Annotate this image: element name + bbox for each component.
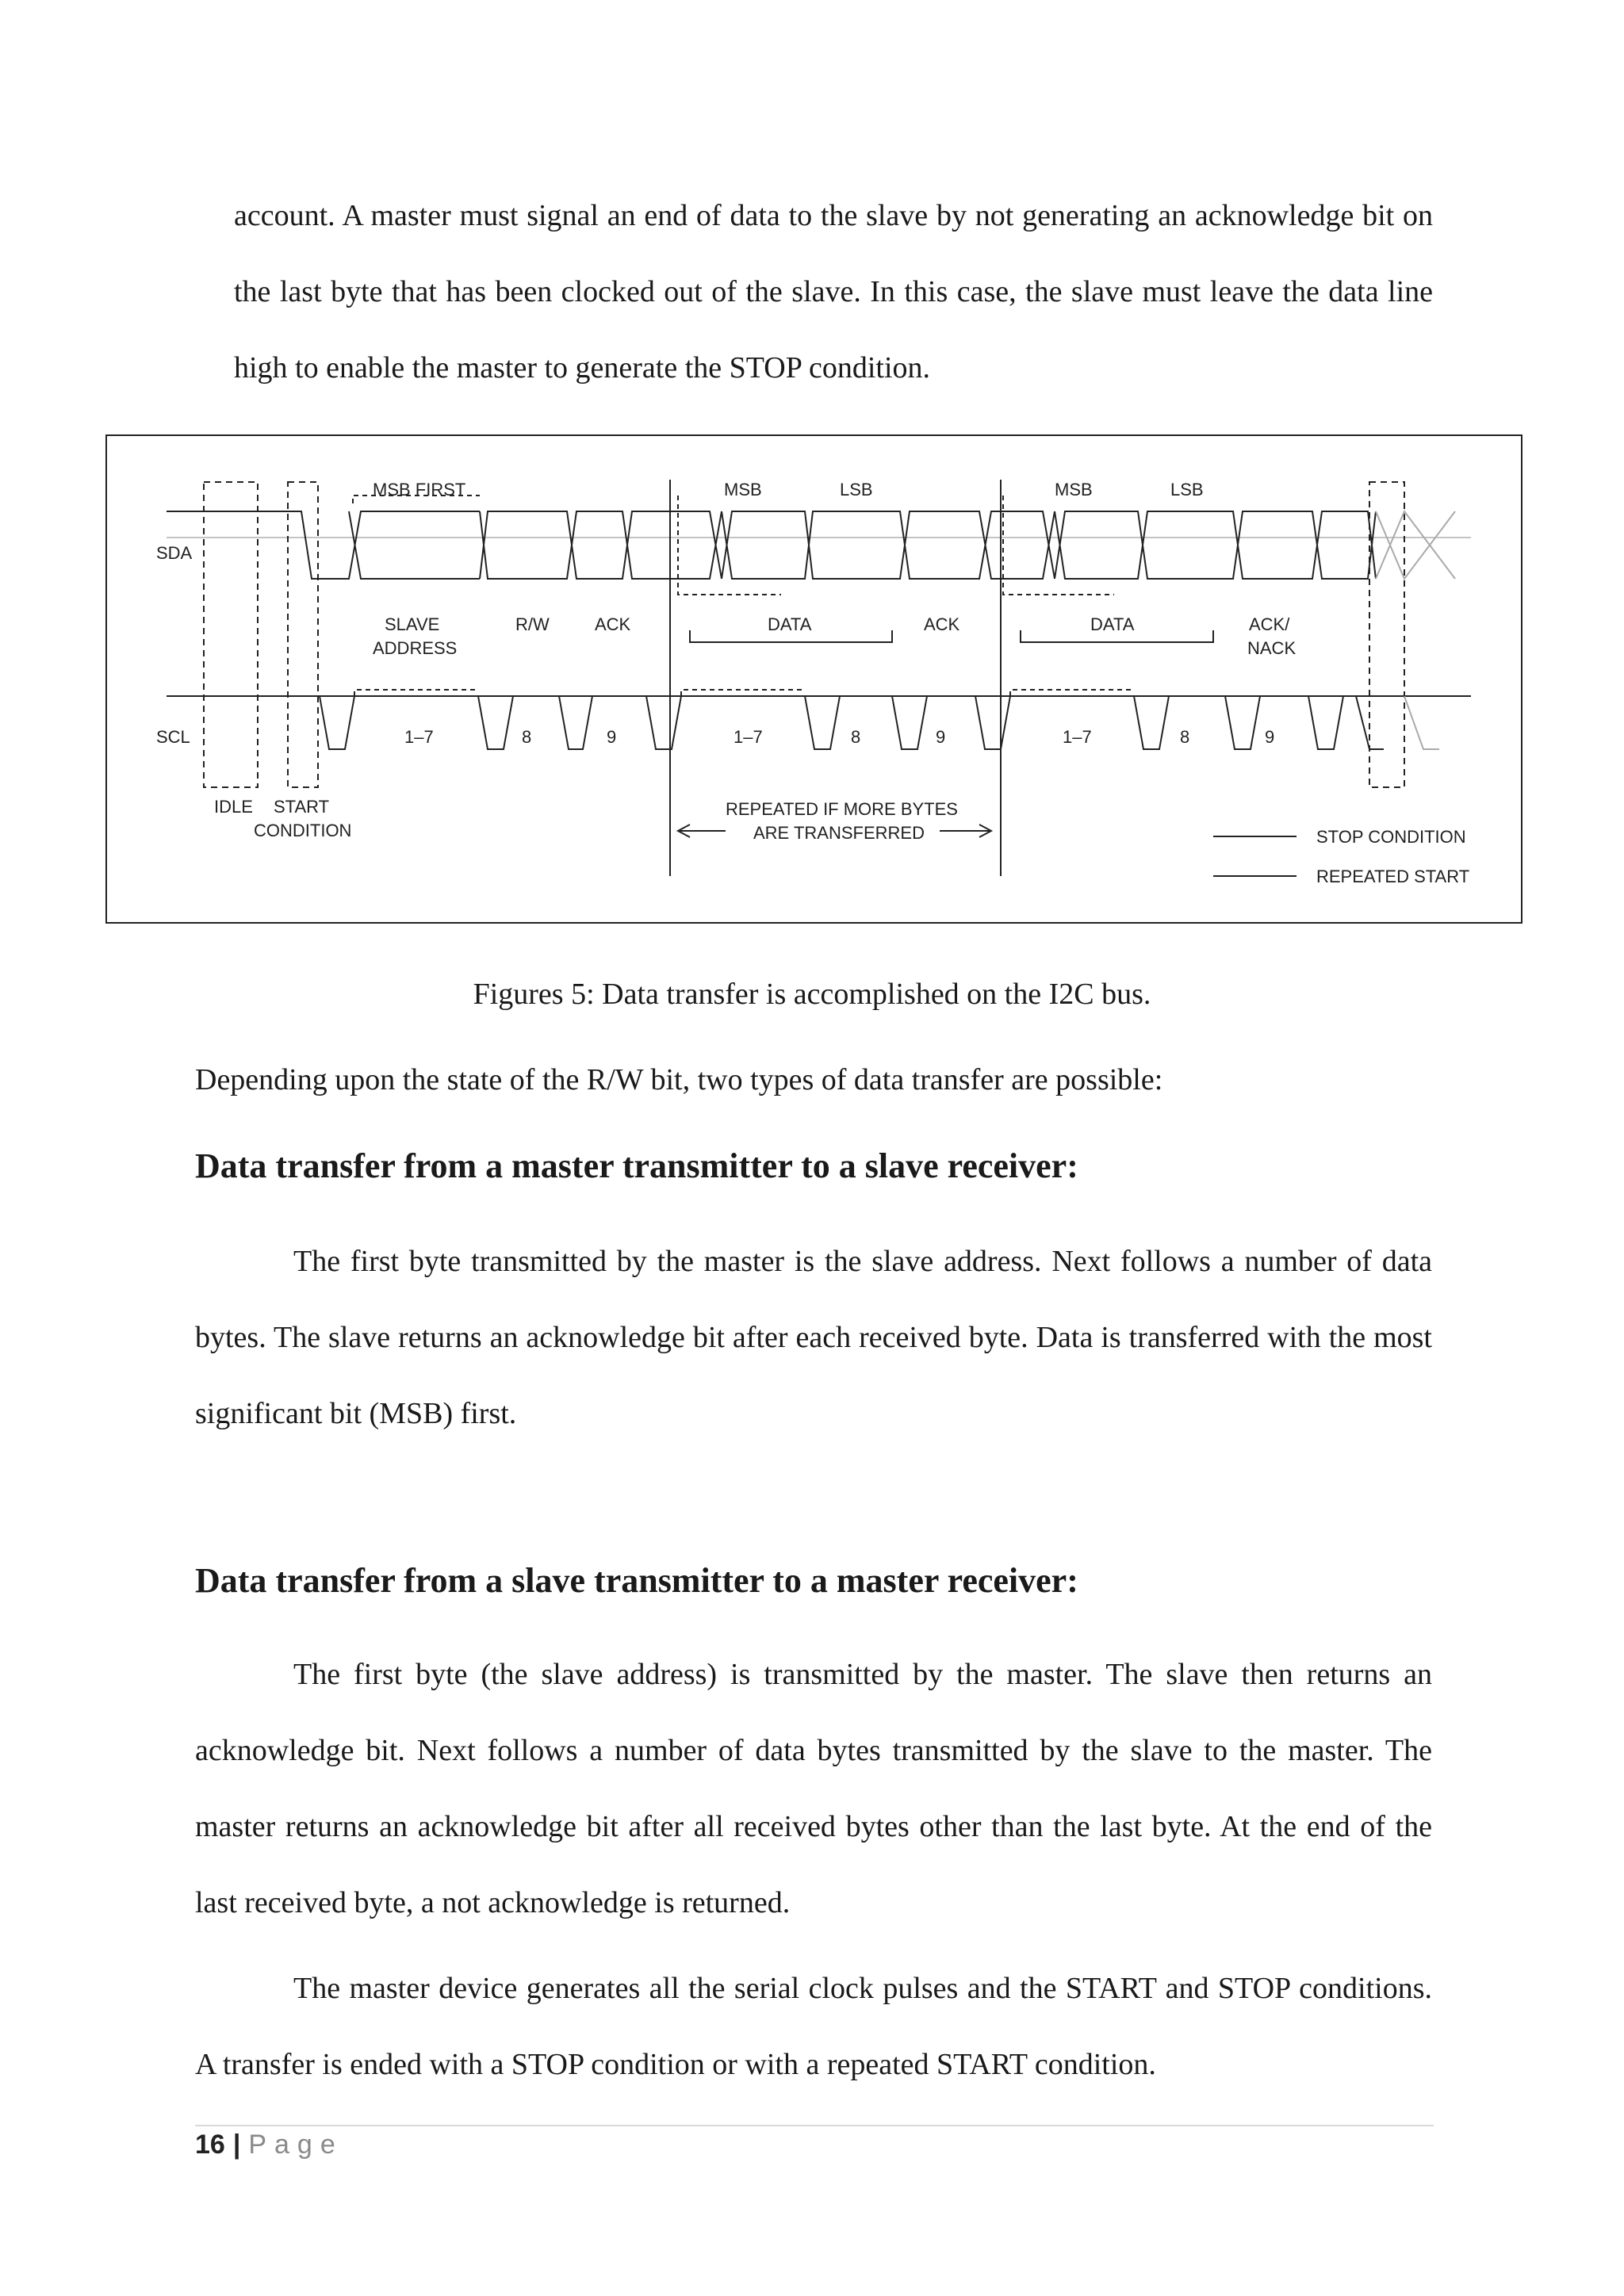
label-idle: IDLE: [214, 797, 253, 817]
intro-sentence: Depending upon the state of the R/W bit, two types of data transfer are possible:: [195, 1063, 1163, 1096]
label-data-1: DATA: [768, 614, 812, 634]
label-msb-1: MSB: [724, 480, 762, 499]
footer-divider: [195, 2125, 1434, 2126]
label-ack-nack-1: ACK/: [1249, 614, 1290, 634]
label-bit-8-a: 8: [522, 727, 532, 747]
label-address: ADDRESS: [373, 638, 458, 658]
label-msb-first: MSB FIRST: [373, 480, 466, 499]
section2-body-1: The first byte (the slave address) is transmitted by the master. The slave then returns an acknowledge bit. Next follows a number of data bytes transmitted by the slave to the master. The master returns an acknowledge bit after all received bytes other than the last byte. At the end of the last received byte, a not acknowledge is returned.: [195, 1658, 1432, 1919]
label-rw: R/W: [515, 614, 550, 634]
section1-body: The first byte transmitted by the master is the slave address. Next follows a number of data bytes. The slave returns an acknowledge bit after each received byte. Data is transferred with the most significant bit (MSB) first.: [195, 1245, 1432, 1430]
section1-heading: Data transfer from a master transmitter to a slave receiver:: [195, 1146, 1078, 1185]
label-data-2: DATA: [1090, 614, 1135, 634]
i2c-timing-figure: [105, 434, 1522, 924]
label-bits-1-7-c: 1–7: [1063, 727, 1092, 747]
label-msb-2: MSB: [1055, 480, 1093, 499]
section2-heading: Data transfer from a slave transmitter to a master receiver:: [195, 1561, 1078, 1600]
page-number: 16: [195, 2130, 225, 2160]
label-ack-2: ACK: [924, 614, 960, 634]
label-ack-nack-2: NACK: [1247, 638, 1297, 658]
label-bit-8-b: 8: [851, 727, 861, 747]
page-footer: [195, 2130, 343, 2160]
label-sda: SDA: [156, 543, 193, 563]
label-bit-9-c: 9: [1265, 727, 1275, 747]
label-slave: SLAVE: [385, 614, 440, 634]
label-lsb-1: LSB: [840, 480, 873, 499]
section2-body-2: The master device generates all the serial clock pulses and the START and STOP conditions. A transfer is ended with a STOP condition or with a repeated START condition.: [195, 1972, 1432, 2081]
label-scl: SCL: [156, 727, 190, 747]
label-repeated-1: REPEATED IF MORE BYTES: [726, 799, 958, 819]
label-bit-9-b: 9: [936, 727, 946, 747]
label-ack-1: ACK: [595, 614, 631, 634]
top-paragraph: account. A master must signal an end of data to the slave by not generating an acknowledge bit on the last byte that has been clocked out of the slave. In this case, the slave must leave the data line high to enable the master to generate the STOP condition.: [234, 199, 1433, 385]
footer-separator: |: [232, 2130, 241, 2160]
label-bit-8-c: 8: [1180, 727, 1190, 747]
label-bits-1-7-a: 1–7: [404, 727, 434, 747]
label-bit-9-a: 9: [607, 727, 617, 747]
figure-caption: Figures 5: Data transfer is accomplished on the I2C bus.: [473, 978, 1151, 1011]
label-repeated-2: ARE TRANSFERRED: [753, 823, 925, 843]
label-condition: CONDITION: [254, 821, 352, 840]
legend-repeated-start: REPEATED START: [1316, 867, 1470, 886]
legend-stop-condition: STOP CONDITION: [1316, 827, 1466, 847]
label-bits-1-7-b: 1–7: [733, 727, 763, 747]
label-start: START: [274, 797, 330, 817]
i2c-timing-diagram: [107, 436, 1524, 925]
label-lsb-2: LSB: [1170, 480, 1204, 499]
page-label: Page: [248, 2130, 343, 2160]
